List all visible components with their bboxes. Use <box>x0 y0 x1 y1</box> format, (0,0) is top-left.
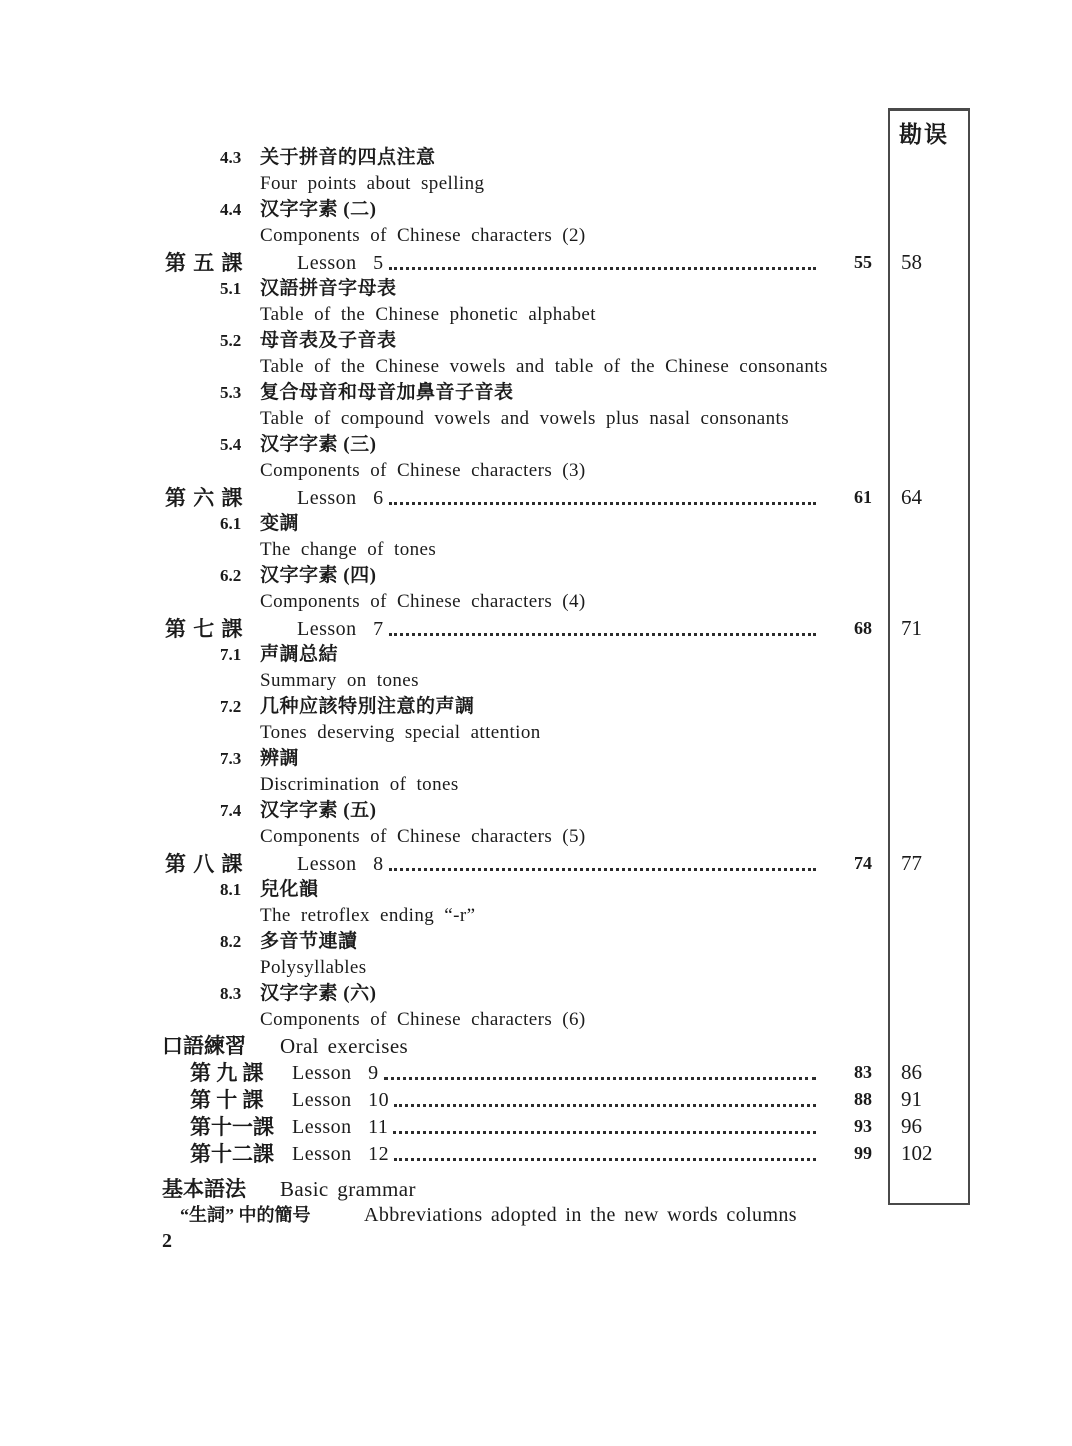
sub-section-body <box>260 929 367 981</box>
toc-entry-6-1 <box>0 511 872 563</box>
sub-title-zh: 汉語拼音字母表 <box>260 278 397 299</box>
lesson-title-zh: 第 六 課 <box>165 486 244 510</box>
lesson-page-number: 93 <box>854 1116 872 1136</box>
sub-section-body <box>260 563 586 615</box>
sub-title-en: Four points about spelling <box>260 173 485 194</box>
dotted-leader <box>389 633 816 636</box>
sub-title-zh: 变調 <box>260 513 300 534</box>
sub-title-en: The change of tones <box>260 539 437 560</box>
lesson-page-number: 88 <box>854 1089 872 1109</box>
section-title-zh: 基本語法 <box>162 1177 246 1201</box>
lesson-title-en: Lesson 8 <box>297 853 384 875</box>
toc-entry-lesson-11 <box>0 1113 872 1140</box>
errata-page-number: 91 <box>901 1087 922 1111</box>
sub-section-number: 8.1 <box>220 880 242 899</box>
lesson-title-zh: 第十二課 <box>190 1142 274 1166</box>
sub-section-number: 7.2 <box>220 697 242 716</box>
lesson-title-zh: 第 九 課 <box>190 1061 264 1085</box>
toc-entry-4-3 <box>0 145 872 197</box>
lesson-title-zh: 第十一課 <box>190 1115 274 1139</box>
toc-entry-5-2 <box>0 328 872 380</box>
sub-section-number: 4.3 <box>220 148 242 167</box>
sub-title-zh: 关于拼音的四点注意 <box>260 147 436 168</box>
sub-section-body <box>260 981 586 1033</box>
errata-page-number: 102 <box>901 1141 933 1165</box>
lesson-title-zh: 第 八 課 <box>165 852 244 876</box>
toc-entry-lesson-9 <box>0 1059 872 1086</box>
sub-title-en: Summary on tones <box>260 670 419 691</box>
toc-entry-5-1 <box>0 276 872 328</box>
toc-entry-lesson-6 <box>0 484 872 511</box>
sub-section-body <box>260 380 789 432</box>
lesson-title-zh: 第 五 課 <box>165 251 244 275</box>
errata-number-list <box>890 111 968 1203</box>
errata-column <box>888 108 970 1205</box>
sub-section-number: 8.2 <box>220 932 242 951</box>
sub-section-body <box>260 276 596 328</box>
sub-title-zh: 辨調 <box>260 748 300 769</box>
page-number: 2 <box>162 1230 172 1252</box>
sub-section-body <box>260 511 436 563</box>
dotted-leader <box>389 267 816 270</box>
sub-section-body <box>260 328 828 380</box>
errata-page-number: 58 <box>901 250 922 274</box>
sub-title-en: Table of the Chinese phonetic alphabet <box>260 304 596 325</box>
sub-title-en: Components of Chinese characters (5) <box>260 826 586 847</box>
sub-section-number: 5.2 <box>220 331 242 350</box>
dotted-leader <box>393 1131 816 1134</box>
section-title-en: Abbreviations adopted in the new words columns <box>364 1204 797 1226</box>
lesson-title-en: Lesson 11 <box>292 1116 389 1138</box>
lesson-page-number: 74 <box>854 853 872 873</box>
errata-page-number: 71 <box>901 616 922 640</box>
sub-title-en: Discrimination of tones <box>260 774 459 795</box>
dotted-leader <box>384 1077 816 1080</box>
toc-entry-5-3 <box>0 380 872 432</box>
sub-section-body <box>260 145 484 197</box>
errata-page-number: 96 <box>901 1114 922 1138</box>
sub-section-number: 6.2 <box>220 566 242 585</box>
sub-title-en: Polysyllables <box>260 957 367 978</box>
sub-title-zh: 母音表及子音表 <box>260 330 397 351</box>
sub-title-en: Components of Chinese characters (4) <box>260 591 586 612</box>
lesson-page-number: 55 <box>854 252 872 272</box>
sub-section-number: 7.4 <box>220 801 242 820</box>
lesson-page-number: 61 <box>854 487 872 507</box>
toc-entry-5-4 <box>0 432 872 484</box>
toc-entry-basic-grammar <box>0 1176 872 1202</box>
lesson-page-number: 68 <box>854 618 872 638</box>
sub-title-zh: 复合母音和母音加鼻音子音表 <box>260 382 514 403</box>
dotted-leader <box>389 502 816 505</box>
toc-entry-lesson-7 <box>0 615 872 642</box>
sub-title-zh: 几种应該特別注意的声調 <box>260 696 475 717</box>
toc-entry-7-4 <box>0 798 872 850</box>
toc-entry-6-2 <box>0 563 872 615</box>
errata-page-number: 86 <box>901 1060 922 1084</box>
sub-section-number: 5.4 <box>220 435 242 454</box>
sub-section-number: 7.1 <box>220 645 242 664</box>
lesson-page-number: 83 <box>854 1062 872 1082</box>
toc-entry-lesson-5 <box>0 249 872 276</box>
sub-section-body <box>260 746 459 798</box>
toc-entry-7-1 <box>0 642 872 694</box>
sub-section-body <box>260 877 475 929</box>
sub-section-body <box>260 798 586 850</box>
toc-entry-oral-exercises <box>0 1033 872 1059</box>
toc-entry-abbreviations-adopted-in-the-new-words-columns <box>0 1202 872 1228</box>
section-title-zh: 口語練習 <box>162 1034 246 1058</box>
sub-section-body <box>260 197 586 249</box>
toc-entry-4-4 <box>0 197 872 249</box>
sub-title-zh: 兒化韻 <box>260 879 319 900</box>
sub-section-number: 7.3 <box>220 749 242 768</box>
sub-title-zh: 汉字字素 (三) <box>260 434 377 455</box>
sub-section-number: 8.3 <box>220 984 242 1003</box>
sub-title-en: Tones deserving special attention <box>260 722 541 743</box>
lesson-title-en: Lesson 12 <box>292 1143 390 1165</box>
toc-entry-lesson-12 <box>0 1140 872 1167</box>
lesson-title-en: Lesson 10 <box>292 1089 390 1111</box>
toc-entry-lesson-8 <box>0 850 872 877</box>
toc-entry-8-3 <box>0 981 872 1033</box>
sub-section-number: 5.3 <box>220 383 242 402</box>
toc-entry-7-2 <box>0 694 872 746</box>
toc-entry-7-3 <box>0 746 872 798</box>
sub-title-zh: 声調总結 <box>260 644 339 665</box>
sub-section-body <box>260 694 541 746</box>
table-of-contents <box>0 145 872 1228</box>
dotted-leader <box>389 868 816 871</box>
sub-title-en: Table of the Chinese vowels and table of the Chinese consonants <box>260 356 828 377</box>
lesson-title-en: Lesson 9 <box>292 1062 379 1084</box>
lesson-page-number: 99 <box>854 1143 872 1163</box>
lesson-title-en: Lesson 6 <box>297 487 384 509</box>
dotted-leader <box>394 1104 816 1107</box>
errata-page-number: 64 <box>901 485 922 509</box>
sub-title-en: Components of Chinese characters (6) <box>260 1009 586 1030</box>
sub-section-number: 6.1 <box>220 514 242 533</box>
section-title-en: Basic grammar <box>280 1177 416 1201</box>
sub-title-en: Table of compound vowels and vowels plus nasal consonants <box>260 408 789 429</box>
lesson-title-en: Lesson 7 <box>297 618 384 640</box>
errata-page-number: 77 <box>901 851 922 875</box>
sub-title-zh: 汉字字素 (五) <box>260 800 377 821</box>
sub-title-en: Components of Chinese characters (3) <box>260 460 586 481</box>
sub-title-en: Components of Chinese characters (2) <box>260 225 586 246</box>
sub-title-zh: 多音节連讀 <box>260 931 358 952</box>
sub-section-body <box>260 432 586 484</box>
lesson-title-zh: 第 十 課 <box>190 1088 264 1112</box>
sub-section-number: 4.4 <box>220 200 242 219</box>
lesson-title-zh: 第 七 課 <box>165 617 244 641</box>
toc-entry-lesson-10 <box>0 1086 872 1113</box>
sub-section-number: 5.1 <box>220 279 242 298</box>
sub-title-en: The retroflex ending “-r” <box>260 905 476 926</box>
section-title-zh: “生詞” 中的簡号 <box>180 1205 311 1225</box>
toc-entry-8-2 <box>0 929 872 981</box>
section-title-en: Oral exercises <box>280 1034 409 1058</box>
sub-title-zh: 汉字字素 (二) <box>260 199 377 220</box>
sub-title-zh: 汉字字素 (六) <box>260 983 377 1004</box>
sub-section-body <box>260 642 419 694</box>
lesson-title-en: Lesson 5 <box>297 252 384 274</box>
dotted-leader <box>394 1158 816 1161</box>
toc-entry-8-1 <box>0 877 872 929</box>
errata-header: 勘误 <box>899 122 949 147</box>
sub-title-zh: 汉字字素 (四) <box>260 565 377 586</box>
